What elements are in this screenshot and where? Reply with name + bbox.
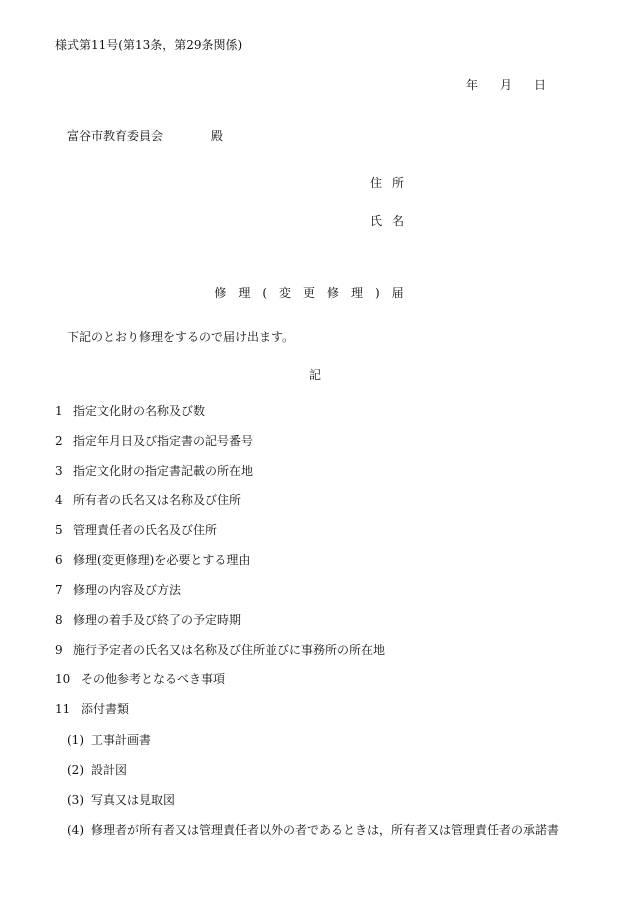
attachment-item (67, 761, 127, 778)
item-text: 指定文化財の指定書記載の所在地 (73, 464, 254, 478)
item-text: 修理の着手及び終了の予定時期 (73, 613, 242, 627)
form-number: 様式第11号(第13条，第29条関係) (55, 38, 243, 52)
list-item (55, 700, 129, 717)
addressee-name: 富谷市教育委員会 (67, 129, 164, 143)
attachment-item (67, 791, 175, 808)
attachment-number: (3) (67, 793, 84, 807)
document-title: 修理(変更修理)届 (214, 286, 416, 300)
list-item (55, 491, 241, 508)
item-number: 3 (55, 464, 63, 478)
attachment-text: 修理者が所有者又は管理責任者以外の者であるときは，所有者又は管理責任者の承諾書 (91, 823, 560, 837)
date-day: 日 (533, 78, 546, 92)
item-text: 所有者の氏名又は名称及び住所 (73, 493, 242, 507)
ki-heading: 記 (308, 368, 321, 382)
applicant-address-label: 住所 (370, 176, 415, 190)
item-number: 9 (55, 643, 63, 657)
item-text: 管理責任者の氏名及び住所 (73, 523, 218, 537)
list-item (55, 611, 241, 628)
attachment-item (67, 821, 559, 838)
date-year: 年 (465, 78, 478, 92)
list-item (55, 462, 253, 479)
item-text: 施行予定者の氏名又は名称及び住所並びに事務所の所在地 (73, 643, 386, 657)
item-text: その他参考となるべき事項 (81, 672, 226, 686)
list-item (55, 521, 217, 538)
addressee (67, 127, 223, 144)
item-number: 4 (55, 493, 63, 507)
list-item (55, 641, 385, 658)
item-number: 8 (55, 613, 63, 627)
item-text: 添付書類 (81, 702, 130, 716)
attachment-text: 写真又は見取図 (91, 793, 176, 807)
date-line (0, 76, 546, 93)
item-text: 指定文化財の名称及び数 (73, 404, 206, 418)
addressee-honorific: 殿 (211, 129, 224, 143)
list-item (55, 581, 181, 598)
item-number: 5 (55, 523, 63, 537)
item-text: 指定年月日及び指定書の記号番号 (73, 434, 254, 448)
list-item (55, 670, 225, 687)
attachment-text: 工事計画書 (91, 733, 152, 747)
item-number: 2 (55, 434, 63, 448)
date-month: 月 (499, 78, 512, 92)
attachment-number: (4) (67, 823, 84, 837)
item-text: 修理の内容及び方法 (73, 583, 182, 597)
item-number: 1 (55, 404, 63, 418)
applicant-name-label: 氏名 (370, 214, 415, 228)
intro-text: 下記のとおり修理をするので届け出ます。 (67, 330, 295, 344)
item-number: 11 (55, 702, 71, 716)
list-item (55, 551, 250, 568)
item-number: 6 (55, 553, 63, 567)
item-text: 修理(変更修理)を必要とする理由 (73, 553, 251, 567)
attachment-text: 設計図 (91, 763, 128, 777)
attachment-item (67, 731, 151, 748)
attachment-number: (2) (67, 763, 84, 777)
list-item (55, 432, 253, 449)
attachment-number: (1) (67, 733, 84, 747)
list-item (55, 402, 205, 419)
item-number: 7 (55, 583, 63, 597)
item-number: 10 (55, 672, 71, 686)
